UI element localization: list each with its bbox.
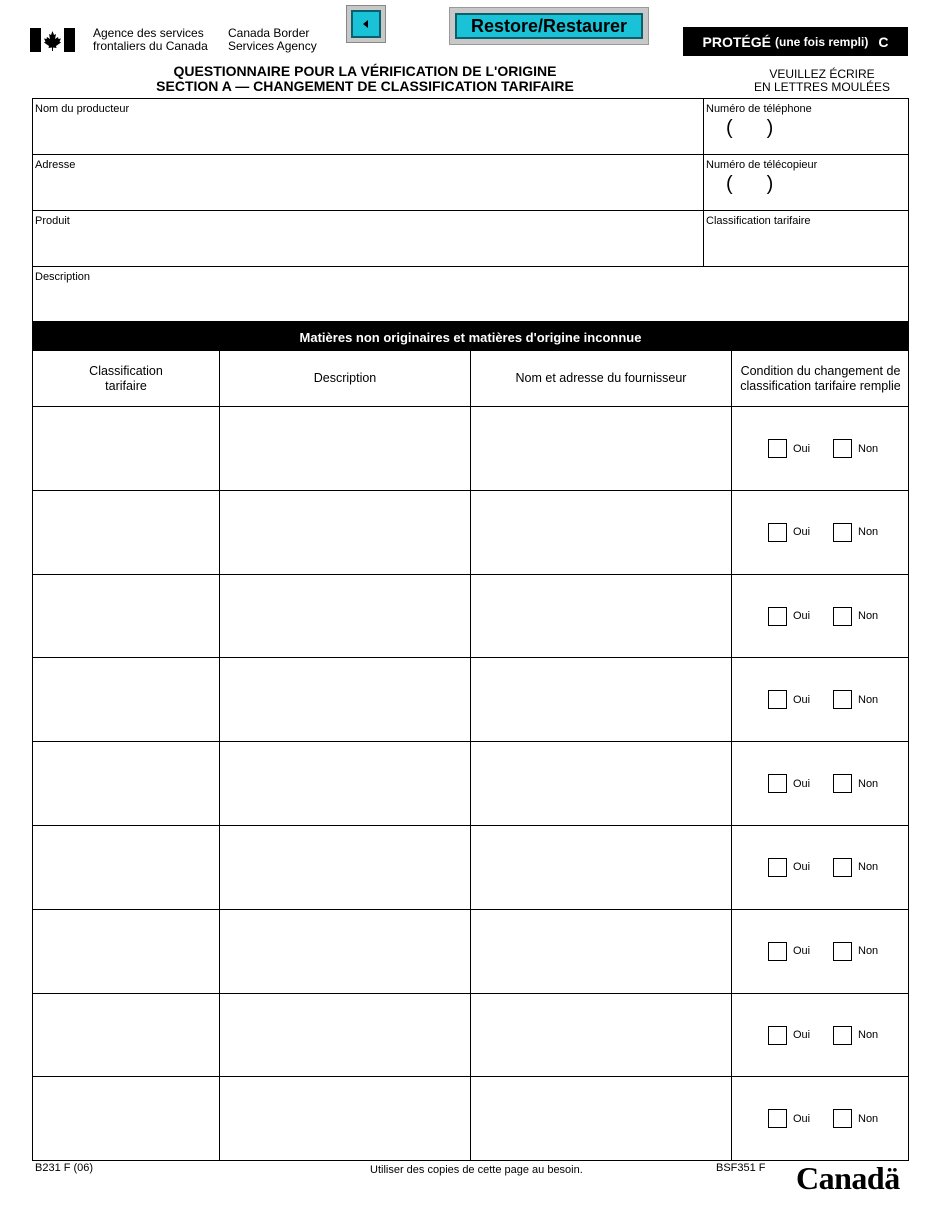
print-instruction xyxy=(712,68,932,94)
print-instruction-line1: VEUILLEZ ÉCRIRE xyxy=(769,67,875,81)
table-row xyxy=(33,491,908,575)
yes-checkbox[interactable] xyxy=(768,439,787,458)
description-field[interactable] xyxy=(33,267,908,323)
yes-checkbox[interactable] xyxy=(768,1109,787,1128)
tariff-classification-cell[interactable] xyxy=(33,575,220,658)
supplier-cell[interactable] xyxy=(471,1077,732,1161)
no-label: Non xyxy=(858,1112,879,1125)
no-checkbox[interactable] xyxy=(833,942,852,961)
description-cell[interactable] xyxy=(220,575,471,658)
yes-checkbox[interactable] xyxy=(768,774,787,793)
bsf-number: BSF351 F xyxy=(716,1162,766,1174)
yes-checkbox[interactable] xyxy=(768,523,787,542)
no-checkbox[interactable] xyxy=(833,439,852,458)
no-label: Non xyxy=(858,945,879,958)
tariff-classification-cell[interactable] xyxy=(33,910,220,993)
producer-info-section xyxy=(32,98,909,322)
yes-checkbox[interactable] xyxy=(768,690,787,709)
condition-cell xyxy=(732,1077,909,1161)
phone-label: Numéro de téléphone xyxy=(706,103,812,115)
description-cell[interactable] xyxy=(220,826,471,909)
header-description: Description xyxy=(220,351,471,407)
no-checkbox[interactable] xyxy=(833,858,852,877)
no-checkbox[interactable] xyxy=(833,523,852,542)
restore-button-label[interactable]: Restore/Restaurer xyxy=(455,13,643,39)
no-label: Non xyxy=(858,777,879,790)
yes-option xyxy=(768,690,810,709)
back-arrow-icon xyxy=(361,19,371,29)
fax-field[interactable] xyxy=(704,155,909,210)
no-option xyxy=(833,607,878,626)
supplier-cell[interactable] xyxy=(471,742,732,825)
form-title-line2: SECTION A — CHANGEMENT DE CLASSIFICATION TARIFAIRE xyxy=(156,78,574,94)
protected-label: PROTÉGÉ xyxy=(702,33,771,50)
yes-label: Oui xyxy=(793,442,811,455)
description-cell[interactable] xyxy=(220,742,471,825)
back-button-face[interactable] xyxy=(351,10,381,38)
header-tariff-classification: Classification tarifaire xyxy=(33,351,220,407)
yes-label: Oui xyxy=(793,693,811,706)
address-field[interactable] xyxy=(33,155,704,210)
fax-area-code: ( ) xyxy=(726,173,774,195)
no-option xyxy=(833,858,878,877)
tariff-classification-cell[interactable] xyxy=(33,658,220,741)
condition-cell xyxy=(732,826,909,909)
no-checkbox[interactable] xyxy=(833,690,852,709)
table-row xyxy=(33,1077,908,1161)
table-row xyxy=(33,994,908,1078)
no-label: Non xyxy=(858,610,879,623)
yes-label: Oui xyxy=(793,1112,811,1125)
agency-name-fr xyxy=(93,27,208,53)
no-label: Non xyxy=(858,693,879,706)
phone-field[interactable] xyxy=(704,99,909,154)
protected-badge xyxy=(683,27,908,56)
description-label: Description xyxy=(35,271,91,283)
yes-label: Oui xyxy=(793,777,811,790)
supplier-cell[interactable] xyxy=(471,910,732,993)
tariff-classification-cell[interactable] xyxy=(33,491,220,574)
table-row xyxy=(33,742,908,826)
no-option xyxy=(833,690,878,709)
condition-cell xyxy=(732,575,909,658)
print-instruction-line2: EN LETTRES MOULÉES xyxy=(753,80,891,94)
supplier-cell[interactable] xyxy=(471,994,732,1077)
table-row xyxy=(33,826,908,910)
description-cell[interactable] xyxy=(220,994,471,1077)
yes-label: Oui xyxy=(793,1029,811,1042)
table-row xyxy=(33,407,908,491)
product-label: Produit xyxy=(35,215,70,227)
yes-option xyxy=(768,1109,810,1128)
condition-cell xyxy=(732,407,909,490)
copies-note: Utiliser des copies de cette page au besoin. xyxy=(370,1164,583,1176)
condition-cell xyxy=(732,994,909,1077)
no-label: Non xyxy=(858,526,879,539)
description-cell[interactable] xyxy=(220,910,471,993)
tariff-classification-cell[interactable] xyxy=(33,1077,220,1161)
agency-en-line1: Canada Border xyxy=(228,26,310,40)
condition-cell xyxy=(732,910,909,993)
fax-label: Numéro de télécopieur xyxy=(706,159,818,171)
tariff-classification-cell[interactable] xyxy=(33,407,220,490)
yes-label: Oui xyxy=(793,861,811,874)
protected-note: (une fois rempli) xyxy=(775,34,869,49)
yes-option xyxy=(768,523,810,542)
condition-cell xyxy=(732,491,909,574)
agency-name-en xyxy=(228,27,317,53)
description-cell[interactable] xyxy=(220,658,471,741)
yes-option xyxy=(768,858,810,877)
yes-checkbox[interactable] xyxy=(768,1026,787,1045)
table-row xyxy=(33,658,908,742)
no-label: Non xyxy=(858,442,879,455)
yes-checkbox[interactable] xyxy=(768,858,787,877)
tariff-classification-cell[interactable] xyxy=(33,826,220,909)
tariff-classification-label: Classification tarifaire xyxy=(706,215,811,227)
supplier-cell[interactable] xyxy=(471,575,732,658)
protected-level: C xyxy=(878,33,889,50)
supplier-cell[interactable] xyxy=(471,658,732,741)
supplier-cell[interactable] xyxy=(471,491,732,574)
yes-checkbox[interactable] xyxy=(768,607,787,626)
condition-cell xyxy=(732,742,909,825)
agency-fr-line2: frontaliers du Canada xyxy=(93,39,208,53)
yes-checkbox[interactable] xyxy=(768,942,787,961)
materials-rows xyxy=(33,407,908,1161)
yes-label: Oui xyxy=(793,610,811,623)
form-number: B231 F (06) xyxy=(35,1162,94,1174)
no-label: Non xyxy=(858,1029,879,1042)
yes-option xyxy=(768,1026,810,1045)
tariff-classification-field[interactable] xyxy=(704,211,909,266)
yes-option xyxy=(768,607,810,626)
tariff-classification-cell[interactable] xyxy=(33,994,220,1077)
no-checkbox[interactable] xyxy=(833,607,852,626)
yes-option xyxy=(768,942,810,961)
condition-cell xyxy=(732,658,909,741)
form-title-line1: QUESTIONNAIRE POUR LA VÉRIFICATION DE L'ORIGINE xyxy=(173,63,557,79)
description-cell[interactable] xyxy=(220,1077,471,1161)
form-title xyxy=(30,64,700,94)
tariff-classification-cell[interactable] xyxy=(33,742,220,825)
no-option xyxy=(833,774,878,793)
header-condition: Condition du changement de classification tarifaire remplie xyxy=(732,351,909,407)
producer-name-label: Nom du producteur xyxy=(35,103,130,115)
description-cell[interactable] xyxy=(220,491,471,574)
description-cell[interactable] xyxy=(220,407,471,490)
no-option xyxy=(833,942,878,961)
header-supplier: Nom et adresse du fournisseur xyxy=(471,351,732,407)
no-checkbox[interactable] xyxy=(833,774,852,793)
materials-table xyxy=(32,322,909,1161)
no-label: Non xyxy=(858,861,879,874)
supplier-cell[interactable] xyxy=(471,826,732,909)
producer-name-field[interactable] xyxy=(33,99,704,154)
yes-option xyxy=(768,439,810,458)
materials-table-title: Matières non originaires et matières d'origine inconnue xyxy=(33,323,908,351)
yes-label: Oui xyxy=(793,526,811,539)
no-option xyxy=(833,523,878,542)
no-option xyxy=(833,439,878,458)
restore-button[interactable] xyxy=(449,7,649,45)
no-option xyxy=(833,1026,878,1045)
product-field[interactable] xyxy=(33,211,704,266)
phone-area-code: ( ) xyxy=(726,117,774,139)
table-row xyxy=(33,575,908,659)
yes-option xyxy=(768,774,810,793)
no-option xyxy=(833,1109,878,1128)
agency-en-line2: Services Agency xyxy=(228,39,317,53)
supplier-cell[interactable] xyxy=(471,407,732,490)
no-checkbox[interactable] xyxy=(833,1026,852,1045)
no-checkbox[interactable] xyxy=(833,1109,852,1128)
agency-fr-line1: Agence des services xyxy=(93,26,204,40)
table-row xyxy=(33,910,908,994)
yes-label: Oui xyxy=(793,945,811,958)
back-button[interactable] xyxy=(346,5,386,43)
address-label: Adresse xyxy=(35,159,76,171)
canada-wordmark: Canadä xyxy=(796,1160,900,1196)
canada-flag-icon xyxy=(30,28,75,52)
